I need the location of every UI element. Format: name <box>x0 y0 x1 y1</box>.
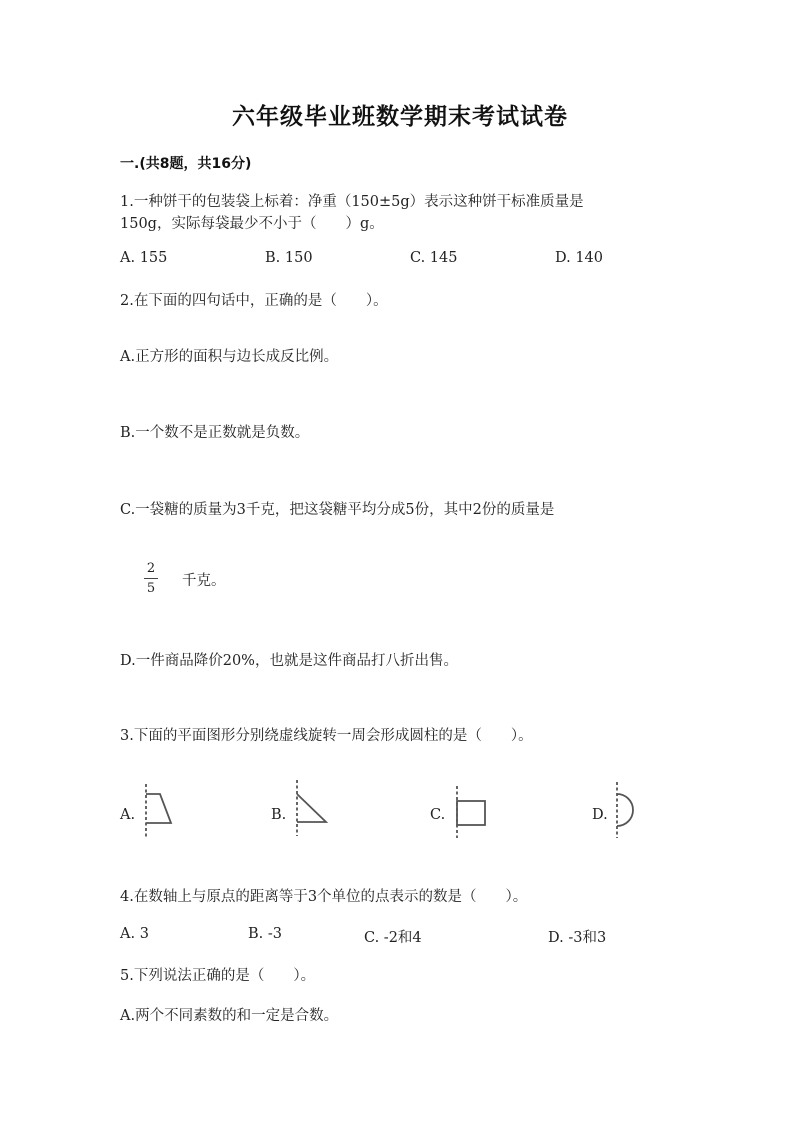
q4-option-a: A. 3 <box>120 926 149 942</box>
semicircle-figure <box>606 780 640 840</box>
rectangle-figure <box>450 784 492 840</box>
q4-stem: 4.在数轴上与原点的距离等于3个单位的点表示的数是（ ）。 <box>120 889 528 905</box>
q3-label-d: D. <box>592 807 608 823</box>
q5-option-a: A.两个不同素数的和一定是合数。 <box>120 1008 339 1024</box>
q2-stem: 2.在下面的四句话中，正确的是（ ）。 <box>120 293 388 309</box>
q2-option-c-unit: 千克。 <box>182 573 226 589</box>
fraction-denominator: 5 <box>146 581 156 596</box>
q1-stem-line1: 1.一种饼干的包装袋上标着：净重（150±5g）表示这种饼干标准质量是 <box>120 194 584 210</box>
q1-option-b: B. 150 <box>265 250 313 266</box>
q5-stem: 5.下列说法正确的是（ ）。 <box>120 968 316 984</box>
q1-stem-line2: 150g，实际每袋最少不小于（ ）g。 <box>120 216 384 232</box>
q4-option-d: D. -3和3 <box>548 930 607 946</box>
q1-option-d: D. 140 <box>555 250 604 266</box>
q3-label-c: C. <box>430 807 446 823</box>
page-title: 六年级毕业班数学期末考试试卷 <box>232 104 568 130</box>
fraction-numerator: 2 <box>146 561 156 576</box>
q3-label-b: B. <box>271 807 287 823</box>
q2-option-c: C.一袋糖的质量为3千克，把这袋糖平均分成5份，其中2份的质量是 <box>120 502 555 518</box>
right-triangle-figure <box>288 778 332 838</box>
q2-option-d: D.一件商品降价20%，也就是这件商品打八折出售。 <box>120 653 458 669</box>
q4-option-c: C. -2和4 <box>364 930 422 946</box>
q3-stem: 3.下面的平面图形分别绕虚线旋转一周会形成圆柱的是（ ）。 <box>120 728 533 744</box>
q2-option-b: B.一个数不是正数就是负数。 <box>120 425 310 441</box>
q3-label-a: A. <box>120 807 136 823</box>
q4-option-b: B. -3 <box>248 926 282 942</box>
q2-fraction <box>144 561 158 596</box>
fraction-bar <box>144 578 158 579</box>
section-heading: 一.(共8题，共16分) <box>120 156 252 172</box>
q2-option-a: A.正方形的面积与边长成反比例。 <box>120 349 339 365</box>
right-trapezoid-figure <box>138 782 178 840</box>
q1-option-c: C. 145 <box>410 250 458 266</box>
q1-option-a: A. 155 <box>120 250 168 266</box>
